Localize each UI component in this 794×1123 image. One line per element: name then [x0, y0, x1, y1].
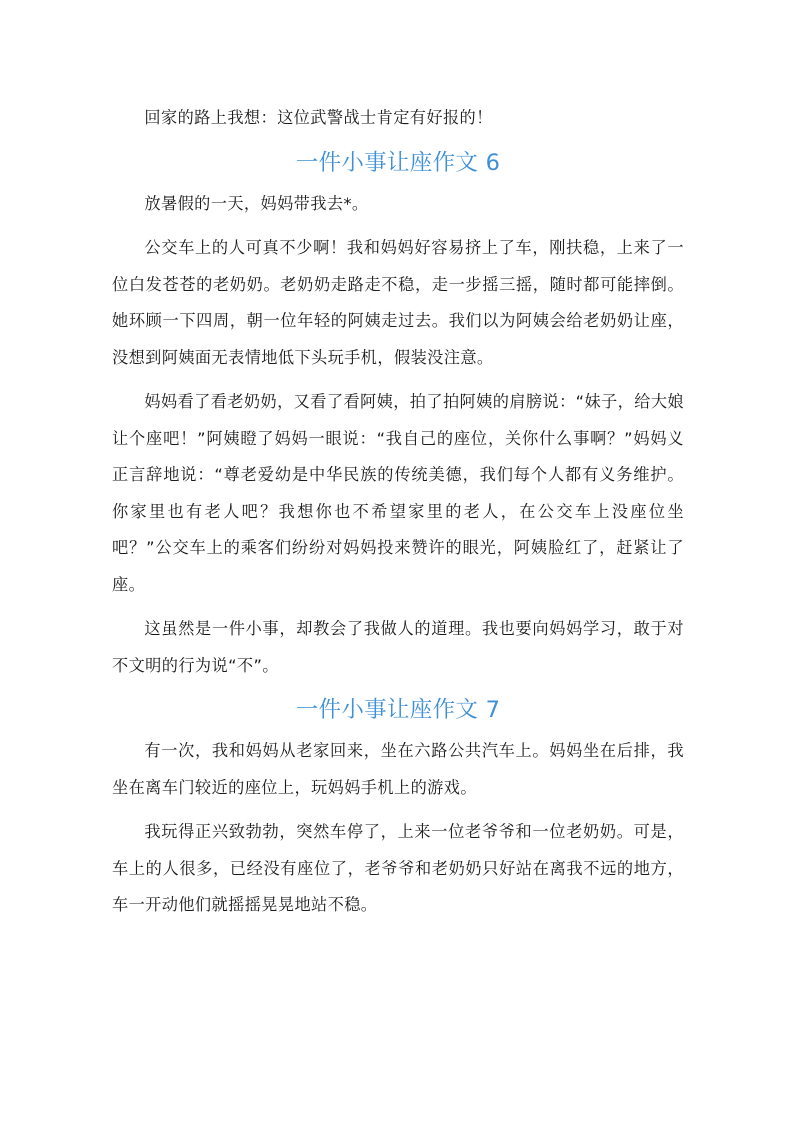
paragraph: 我玩得正兴致勃勃，突然车停了，上来一位老爷爷和一位老奶奶。可是，车上的人很多，已经没有座位了，老爷爷和老奶奶只好站在离我不远的地方，车一开动他们就摇摇晃晃地站不稳。	[112, 822, 684, 914]
paragraph: 妈妈看了看老奶奶，又看了看阿姨，拍了拍阿姨的肩膀说：“妹子，给大娘让个座吧！”阿姨瞪了妈妈一眼说：“我自己的座位，关你什么事啊？”妈妈义正言辞地说：“尊老爱幼是中华民族的传统美德，我们每个人都有义务维护。你家里也有老人吧？我想你也不希望家里的老人，在公交车上没座位坐吧？”公交车上的乘客们纷纷对妈妈投来赞许的眼光，阿姨脸红了，赶紧让了座。	[112, 392, 684, 594]
paragraph: 放暑假的一天，妈妈带我去*。	[144, 193, 369, 213]
section-heading-6: 一件小事让座作文 6	[295, 149, 501, 176]
paragraph: 公交车上的人可真不少啊！我和妈妈好容易挤上了车，刚扶稳，上来了一位白发苍苍的老奶奶。老奶奶走路走不稳，走一步摇三摇，随时都可能摔倒。她环顾一下四周，朝一位年轻的阿姨走过去。我们以为阿姨会给老奶奶让座，没想到阿姨面无表情地低下头玩手机，假装没注意。	[112, 238, 684, 367]
paragraph-ending: 回家的路上我想：这位武警战士肯定有好报的！	[144, 108, 493, 127]
document-page	[112, 95, 684, 924]
section-heading-7: 一件小事让座作文 7	[295, 697, 501, 723]
paragraph: 这虽然是一件小事，却教会了我做人的道理。我也要向妈妈学习，敢于对不文明的行为说“不”。	[112, 619, 684, 675]
paragraph: 有一次，我和妈妈从老家回来，坐在六路公共汽车上。妈妈坐在后排，我坐在离车门较近的座位上，玩妈妈手机上的游戏。	[112, 741, 684, 797]
